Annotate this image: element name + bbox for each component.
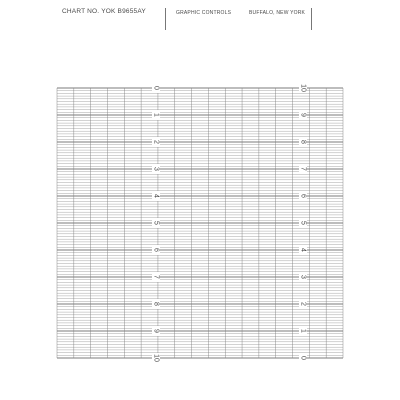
scale-label: 9	[299, 113, 307, 117]
scale-label: 2	[152, 140, 160, 144]
scale-label: 1	[152, 113, 160, 117]
location-label: BUFFALO, NEW YORK	[249, 10, 306, 16]
scale-label: 0	[299, 356, 307, 360]
scale-label: 8	[152, 302, 160, 306]
scale-label: 2	[299, 302, 307, 306]
scale-label: 6	[299, 194, 307, 198]
scale-label: 4	[152, 194, 160, 198]
scale-label: 9	[152, 329, 160, 333]
scale-label: 0	[152, 86, 160, 90]
scale-label: 10	[152, 354, 160, 362]
scale-label: 3	[299, 275, 307, 279]
left-scale	[152, 83, 160, 363]
scale-label: 7	[299, 167, 307, 171]
company-label: GRAPHIC CONTROLS	[176, 10, 232, 16]
scale-label: 4	[299, 248, 307, 252]
scale-label: 6	[152, 248, 160, 252]
scale-label: 1	[299, 329, 307, 333]
scale-label: 3	[152, 167, 160, 171]
right-scale	[299, 83, 307, 363]
scale-label: 10	[299, 84, 307, 92]
chart-number-label: CHART NO. YOK B9655AY	[62, 8, 146, 15]
scale-label: 5	[299, 221, 307, 225]
scale-label: 7	[152, 275, 160, 279]
scale-label: 8	[299, 140, 307, 144]
scale-label: 5	[152, 221, 160, 225]
